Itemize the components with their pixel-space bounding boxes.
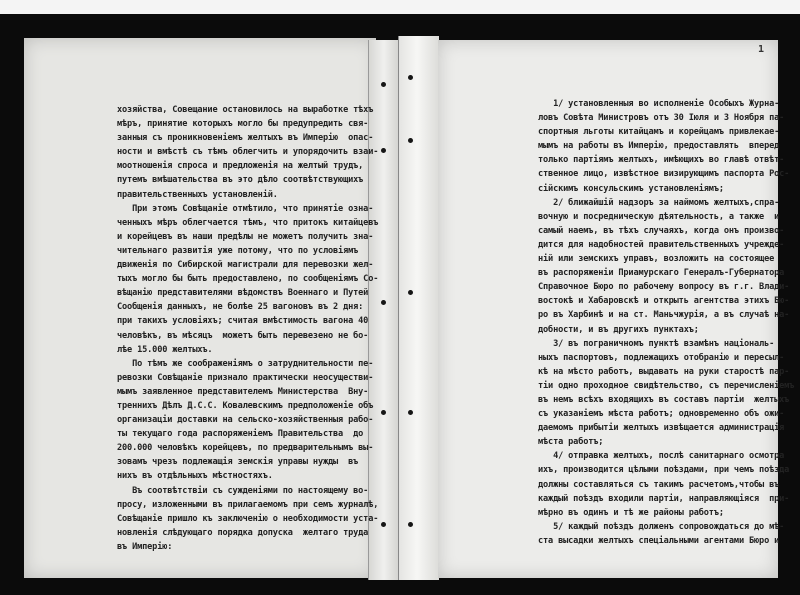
text-line: востокѣ и Хабаровскѣ и открыть агентства этихъ Бю- [538,296,790,307]
text-line: мѣста работъ; [538,437,604,448]
text-line: каждый поѣздъ входили партіи, направляющіяся при- [538,493,790,504]
text-line: Справочное Бюро по рабочему вопросу въ г.г. Влади- [538,282,790,293]
text-line: вѣщанію представителями вѣдомствъ Военнаго и Путей [117,288,369,299]
text-line: 2/ ближайшій надзоръ за наймомъ желтыхъ,спра- [538,197,780,208]
text-line: дится для надобностей правительственныхъ учрежде- [538,239,785,250]
text-line: нихъ въ отдѣльныхъ мѣстностяхъ. [117,471,273,482]
text-line: и корейцевъ въ наши предѣлы не можетъ получить зна- [117,231,374,242]
text-line: тіи одно проходное свидѣтельство, съ перечисленіемъ [538,380,795,391]
text-line: даемомъ прибытіи желтыхъ извѣщается администрація [538,423,785,434]
text-line: ихъ, производится цѣлыми поѣздами, при чемъ поѣзда [538,465,790,476]
text-line: 5/ каждый поѣздъ долженъ сопровождаться до мѣ- [538,521,785,532]
text-line: занныя съ проникновеніемъ желтыхъ въ Имперію опас- [117,133,374,144]
text-line: сійскимъ консульскимъ установленіямъ; [538,183,724,194]
binding-hole [408,138,413,143]
binding-hole [408,290,413,295]
text-line: движенія по Сибирской магистрали для перевозки жел- [117,260,374,271]
text-line: должны составляться съ такимъ расчетомъ,чтобы въ [538,479,780,490]
text-line: при такихъ условіяхъ; считая вмѣстимость вагона 40 [117,316,369,327]
text-line: 1/ установленныя во исполненіе Особыхъ Журна- [538,99,780,109]
text-line: организаціи доставки на сельско-хозяйственныя рабо- [117,415,374,426]
text-line: только партіямъ желтыхъ, имѣющихъ во главѣ отвѣт- [538,155,785,166]
text-line: просу, изложенными въ прилагаемомъ при семъ журналѣ, [117,499,379,510]
text-line: кѣ на мѣсто работъ, выдавать на руки старостѣ пар- [538,366,790,377]
binding-hole [381,300,386,305]
text-line: мѣръ, принятие которыхъ могло бы предупредить свя- [117,119,369,130]
text-line: 200.000 человѣкъ корейцевъ, по предварительнымъ вы- [117,443,374,454]
text-line: зовамъ чрезъ подлежащія земскія управы нужды въ [117,457,359,468]
text-line: ро въ Харбинѣ и на ст. Маньчжурія, а въ случаѣ на- [538,310,790,321]
top-margin-strip [0,0,800,14]
right-page-text [538,97,794,548]
text-line: По тѣмъ же соображеніямъ о затруднительности пе- [117,358,374,369]
text-line: мымъ заявленное представителемъ Министерства Вну- [117,386,369,397]
text-line: 4/ отправка желтыхъ, послѣ санитарнаго осмотра [538,451,785,462]
left-page-text [117,103,378,554]
text-line: треннихъ Дѣлъ Д.С.С. Ковалевскимъ предположеніе объ [117,400,374,411]
text-line: путемъ вмѣшательства въ это дѣло соотвѣтствующихъ [117,175,364,186]
text-line: вочную и посредническую дѣятельность, а также и [538,211,780,222]
text-line: въ распоряженіи Приамурскаго Генералъ-Губернатора [538,268,785,279]
text-line: мѣрно въ одинъ и тѣ же районы работъ; [538,507,724,518]
text-line: правительственныхъ установленій. [117,189,278,200]
text-line: ственное лицо, извѣстное визирующимъ паспорта Рос- [538,169,790,180]
text-line: человѣкъ, въ мѣсяцъ можетъ быть перевезено не бо- [117,330,369,341]
page-binding-right [398,36,439,580]
text-line: Сообщенія данныхъ, не болѣе 25 вагоновъ въ 2 дня: [117,302,364,313]
text-line: Совѣщаніе пришло къ заключенію о необходимости уста- [117,513,379,524]
text-line: ты текущаго года распоряженіемъ Правительства до [117,429,364,440]
text-line: ревозки Совѣщаніе признало практически неосуществи- [117,372,374,383]
binding-hole [381,148,386,153]
text-line: Въ соотвѣтствіи съ сужденіями по настоящему во- [117,485,369,496]
text-line: въ Имперію: [117,541,173,552]
text-line: ловъ Совѣта Министровъ отъ 30 Іюля и 3 Ноября па- [538,113,785,124]
text-line: тыхъ могло бы быть предоставлено, по сообщеніямъ Со- [117,274,379,285]
text-line: мымъ на работы въ Имперію, предоставлять вперед [538,141,780,152]
text-line: ныхъ паспортовъ, подлежащихъ отобранію и пересыл- [538,352,785,363]
text-line: ста высадки желтыхъ спеціальными агентами Бюро и [538,535,780,546]
text-line: ній или земскихъ управъ, возложить на состоящее [538,254,775,265]
text-line: При этомъ Совѣщаніе отмѣтило, что принятіе озна- [117,203,374,214]
binding-hole [381,410,386,415]
text-line: добности, и въ другихъ пунктахъ; [538,324,699,335]
text-line: чительнаго развитія уже потому, что по условіямъ [117,245,359,256]
text-line: новленія слѣдующаго порядка допуска желтаго труда [117,527,369,538]
page-number: 1 [758,44,765,55]
binding-hole [408,410,413,415]
text-line: ченныхъ мѣръ облегчается тѣмъ, что притокъ китайцевъ [117,217,379,228]
text-line: лѣе 15.000 желтыхъ. [117,344,213,355]
text-line: хозяйства, Совещание остановилось на выработке тѣхъ [117,105,374,115]
text-line: 3/ въ пограничномъ пунктѣ взамѣнъ національ- [538,338,775,349]
binding-hole [381,82,386,87]
text-line: въ немъ всѣхъ входящихъ въ составъ партіи желтыхъ [538,394,790,405]
binding-hole [408,522,413,527]
text-line: самый наемъ, въ тѣхъ случаяхъ, когда онъ произво- [538,225,785,236]
text-line: моотношенія спроса и предложенія на желтый трудъ, [117,161,364,172]
text-line: съ указаніемъ мѣста работъ; одновременно объ ожи- [538,409,785,420]
binding-hole [408,75,413,80]
text-line: ности и вмѣстѣ съ тѣмъ облегчить и упорядочить взаи- [117,147,379,158]
binding-hole [381,522,386,527]
text-line: спортныя льготы китайцамъ и корейцамъ привлекае- [538,127,780,138]
